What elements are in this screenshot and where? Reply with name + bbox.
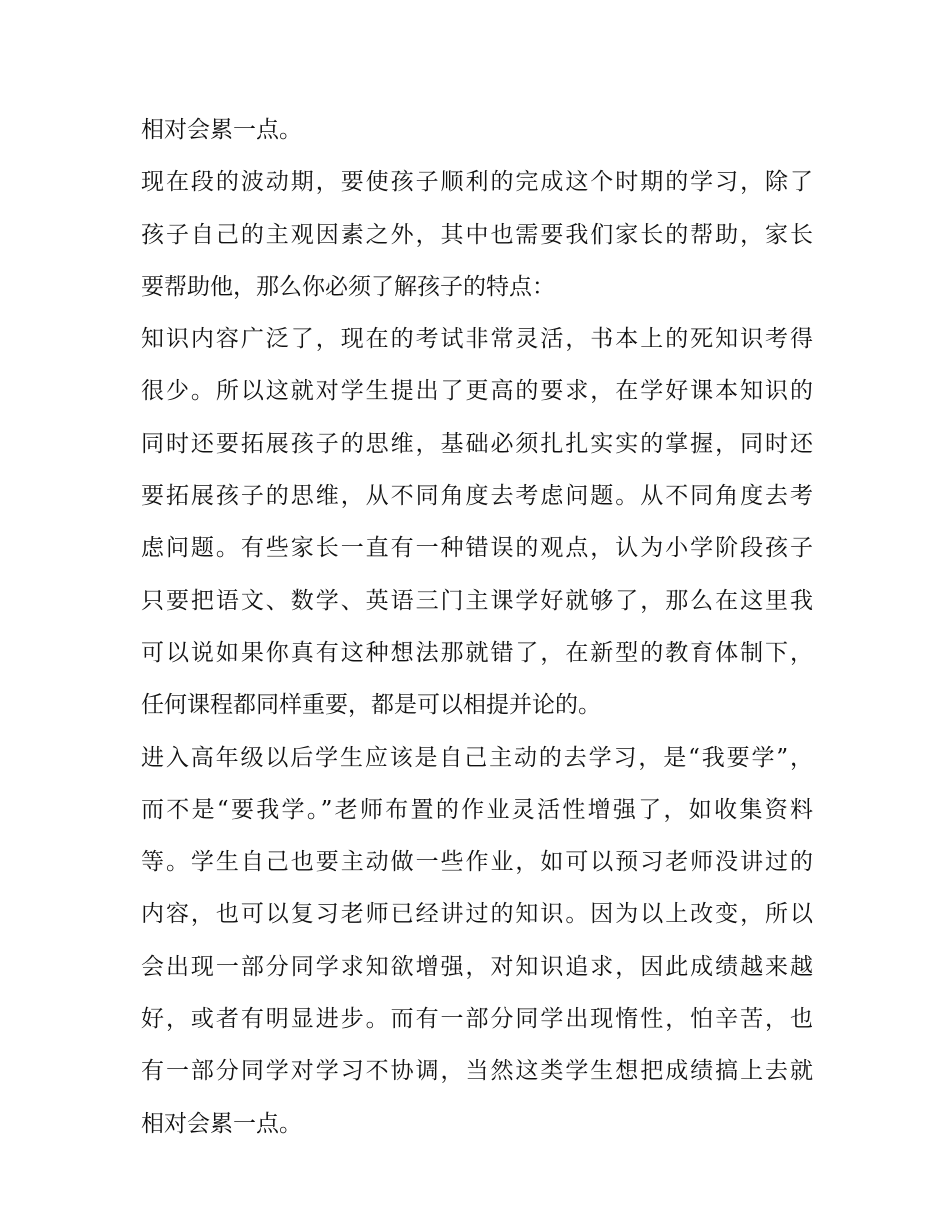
text-line: 只要把语文、数学、英语三门主课学好就够了，那么在这里我 xyxy=(141,587,813,614)
text-line: 相对会累一点。 xyxy=(141,1110,302,1137)
text-line: 要拓展孩子的思维，从不同角度去考虑问题。从不同角度去考 xyxy=(141,483,813,510)
text-line: 好，或者有明显进步。而有一部分同学出现惰性，怕辛苦，也 xyxy=(141,1006,813,1033)
text-line: 内容，也可以复习老师已经讲过的知识。因为以上改变，所以 xyxy=(141,901,813,928)
text-line: 虑问题。有些家长一直有一种错误的观点，认为小学阶段孩子 xyxy=(141,535,813,562)
text-line: 任何课程都同样重要，都是可以相提并论的。 xyxy=(141,692,601,719)
text-line: 要帮助他，那么你必须了解孩子的特点： xyxy=(141,273,555,300)
text-line: 知识内容广泛了，现在的考试非常灵活，书本上的死知识考得 xyxy=(141,326,813,353)
document-body xyxy=(141,104,813,1150)
text-line: 很少。所以这就对学生提出了更高的要求，在学好课本知识的 xyxy=(141,378,813,405)
text-line: 现在段的波动期，要使孩子顺利的完成这个时期的学习，除了 xyxy=(141,169,813,196)
text-line: 同时还要拓展孩子的思维，基础必须扎扎实实的掌握，同时还 xyxy=(141,430,813,457)
text-line: 进入高年级以后学生应该是自己主动的去学习，是“我要学”， xyxy=(141,744,813,771)
text-line: 等。学生自己也要主动做一些作业，如可以预习老师没讲过的 xyxy=(141,849,813,876)
text-line: 相对会累一点。 xyxy=(141,117,302,143)
text-line: 孩子自己的主观因素之外，其中也需要我们家长的帮助，家长 xyxy=(141,221,813,248)
text-line: 而不是“要我学。”老师布置的作业灵活性增强了，如收集资料 xyxy=(141,796,813,823)
text-line: 可以说如果你真有这种想法那就错了，在新型的教育体制下， xyxy=(141,639,813,666)
text-line: 会出现一部分同学求知欲增强，对知识追求，因此成绩越来越 xyxy=(141,953,813,980)
text-line: 有一部分同学对学习不协调，当然这类学生想把成绩搞上去就 xyxy=(141,1058,813,1085)
